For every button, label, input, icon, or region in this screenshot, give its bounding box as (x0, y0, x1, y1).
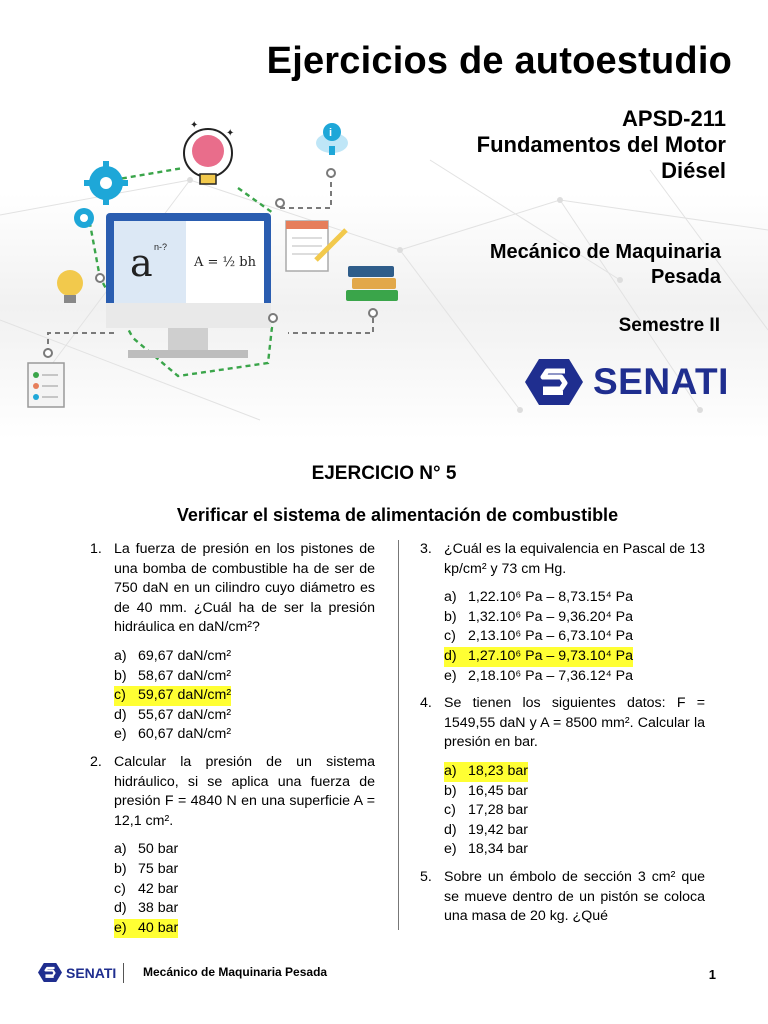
option-c: c) 42 bar (114, 880, 179, 897)
question-1-options (114, 647, 375, 745)
books-icon (346, 266, 398, 301)
svg-text:i: i (329, 127, 333, 139)
career-block (490, 240, 721, 290)
option-d: d) 19,42 bar (444, 821, 528, 838)
semester-label: Semestre II (618, 315, 720, 336)
checklist-icon (28, 363, 64, 407)
question-5 (420, 868, 705, 927)
question-1 (90, 540, 375, 638)
option-e: e) 2,18.10⁶ Pa – 7,36.12⁴ Pa (444, 667, 633, 684)
option-b: b) 16,45 bar (444, 782, 528, 799)
svg-text:n-?: n-? (154, 242, 168, 252)
career-line2: Pesada (650, 266, 721, 288)
brain-bulb-icon (184, 120, 234, 184)
question-2 (90, 753, 375, 831)
question-4 (420, 694, 705, 753)
footer-separator (123, 963, 124, 983)
option-b: b) 1,32.10⁶ Pa – 9,36.20⁴ Pa (444, 608, 633, 625)
option-b: b) 75 bar (114, 860, 179, 877)
option-d: d) 38 bar (114, 900, 179, 917)
info-cloud-icon (316, 123, 348, 155)
footer-senati-logo (38, 962, 116, 983)
course-block (477, 106, 726, 184)
option-c-highlighted: c) 59,67 daN/cm² (114, 686, 375, 706)
option-d: d) 55,67 daN/cm² (114, 706, 232, 723)
column-divider (398, 540, 399, 930)
header-banner (0, 0, 768, 440)
course-name-line2: Diésel (661, 158, 726, 183)
question-number: 5. (420, 868, 432, 885)
lightbulb-icon (57, 270, 83, 303)
option-a: a) 50 bar (114, 841, 179, 858)
study-illustration (18, 118, 413, 418)
option-a-highlighted: a) 18,23 bar (444, 762, 705, 782)
notepad-icon (286, 221, 346, 271)
page-number: 1 (708, 967, 716, 982)
question-number: 2. (90, 753, 102, 770)
senati-logo-icon (38, 962, 62, 983)
senati-logo (525, 357, 729, 407)
left-column (90, 540, 375, 946)
svg-text:✦: ✦ (190, 120, 199, 131)
svg-text:A = ½ bh: A = ½ bh (194, 255, 256, 270)
question-text: ¿Cuál es la equivalencia en Pascal de 13 kp/cm² y 73 cm Hg. (444, 541, 705, 577)
option-e: e) 18,34 bar (444, 841, 528, 858)
senati-wordmark: SENATI (593, 361, 729, 402)
computer-monitor (106, 213, 271, 358)
option-a: a) 69,67 daN/cm² (114, 647, 232, 664)
option-e: e) 60,67 daN/cm² (114, 726, 232, 743)
career-line1: Mecánico de Maquinaria (489, 241, 721, 263)
option-a: a) 1,22.10⁶ Pa – 8,73.15⁴ Pa (444, 589, 633, 606)
option-b: b) 58,67 daN/cm² (114, 667, 232, 684)
formula-text: a (130, 241, 153, 285)
exercise-subtitle: Verificar el sistema de alimentación de combustible (176, 505, 619, 525)
question-number: 1. (90, 541, 102, 557)
right-column (420, 540, 705, 936)
option-d-highlighted: d) 1,27.10⁶ Pa – 9,73.10⁴ Pa (444, 647, 705, 667)
question-number: 3. (420, 541, 432, 557)
question-4-options (444, 762, 705, 860)
option-e-highlighted: e) 40 bar (114, 919, 375, 939)
footer-brand: SENATI (66, 964, 117, 981)
question-3-options (444, 588, 705, 686)
question-text: La fuerza de presión en los pistones de una bomba de combustible ha de ser de 750 daN en un cilindro cuyo diámetro es de 40 mm. ¿Cuál ha de ser la presión hidráulica en daN/cm²? (114, 541, 375, 636)
question-3 (420, 540, 705, 579)
page-footer (38, 960, 718, 986)
course-name-line1: Fundamentos del Motor (476, 132, 726, 157)
option-c: c) 2,13.10⁶ Pa – 6,73.10⁴ Pa (444, 628, 633, 645)
question-text: Calcular la presión de un sistema hidráulico, si se aplica una fuerza de presión F = 4840 N en una superficie A = 12,1 cm². (114, 753, 375, 829)
svg-text:✦: ✦ (226, 128, 235, 139)
footer-career: Mecánico de Maquinaria Pesada (143, 965, 328, 979)
option-c: c) 17,28 bar (444, 802, 528, 819)
question-number: 4. (420, 695, 432, 712)
question-2-options (114, 840, 375, 938)
course-code: APSD-211 (622, 106, 726, 131)
exercise-title: EJERCICIO N° 5 (311, 463, 457, 484)
question-text: Se tienen los siguientes datos: F = 1549,55 daN y A = 8500 mm². Calcular la presión en bar. (444, 695, 705, 751)
senati-logo-icon (525, 357, 583, 407)
document-title: Ejercicios de autoestudio (266, 40, 732, 82)
question-text: Sobre un émbolo de sección 3 cm² que se mueve dentro de un pistón se coloca una masa de 20 kg. ¿Qué (444, 868, 705, 925)
